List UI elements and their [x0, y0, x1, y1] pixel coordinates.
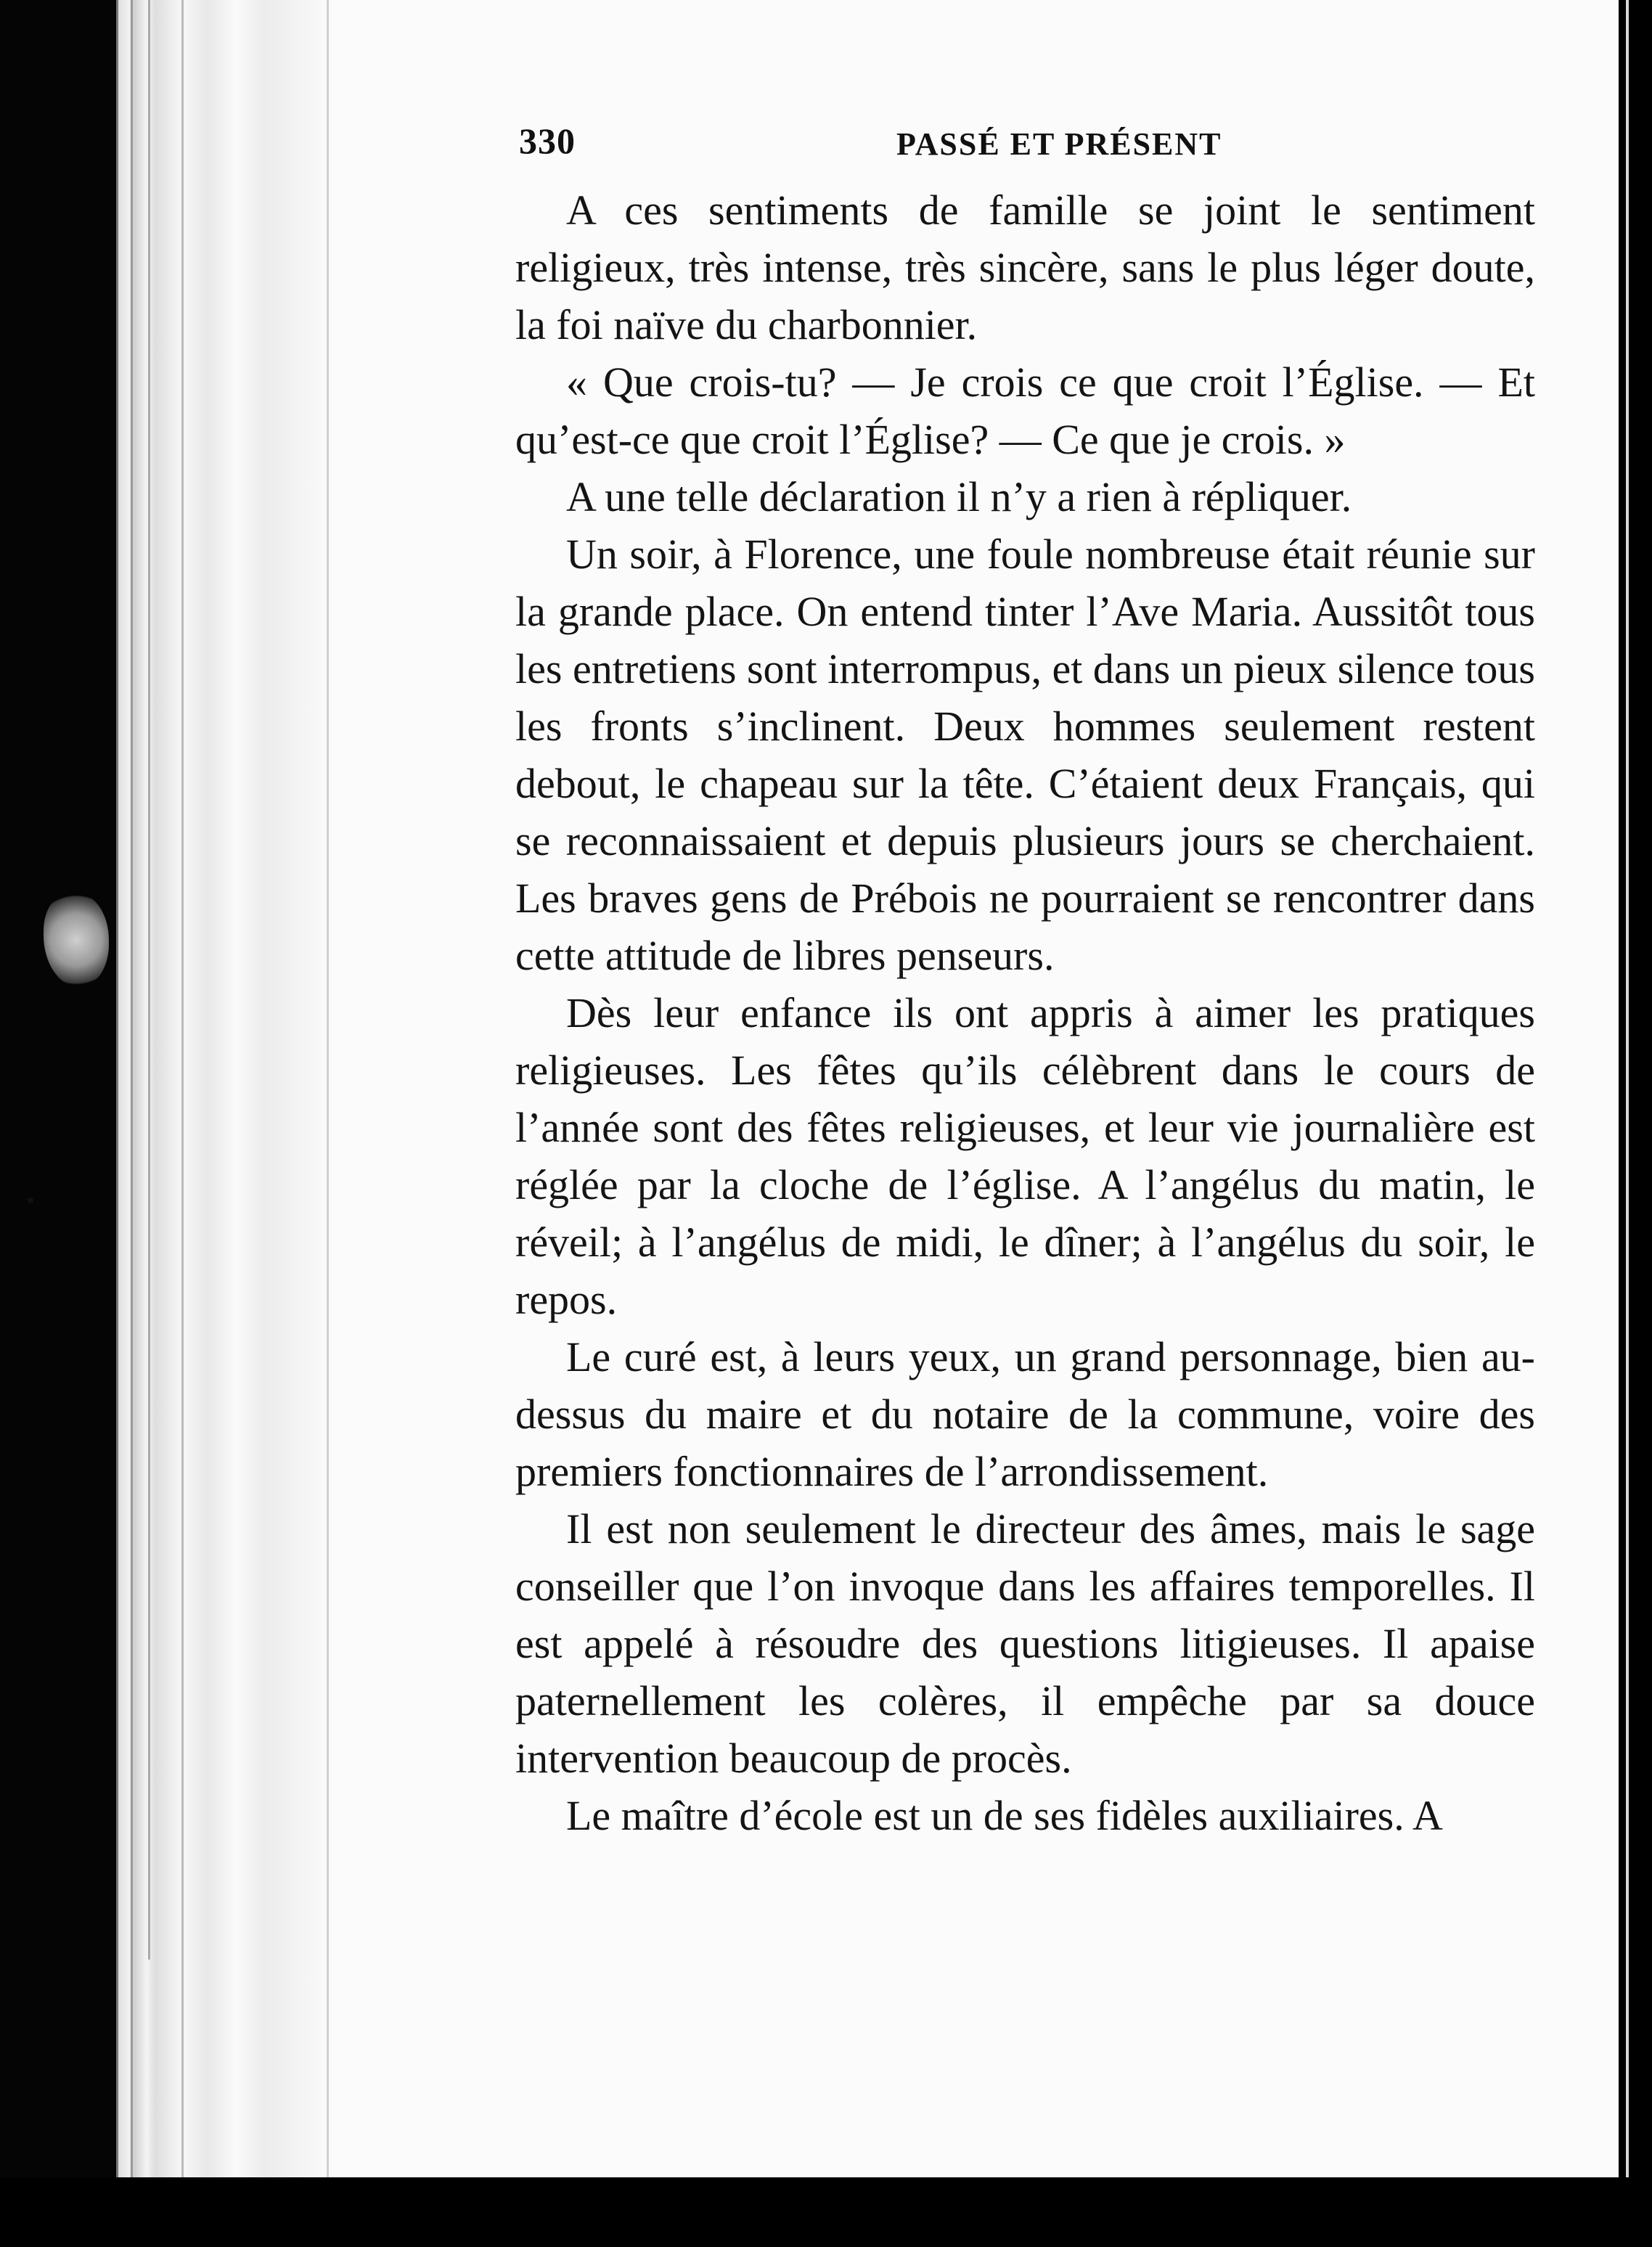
right-edge [1619, 0, 1652, 2247]
right-edge-line [1626, 0, 1629, 2247]
page-edge-line [327, 0, 329, 2177]
paragraph: Un soir, à Florence, une foule nombreuse était réunie sur la grande place. On entend tinter l’Ave Maria. Aussitôt tous les entretiens sont interrompus, et dans un pieux silence tous les fronts s’inclinent. Deux hommes seulement restent debout, le chapeau sur la tête. C’étaient deux Français, qui se reconnaissaient et depuis plusieurs jours se cherchaient. Les braves gens de Prébois ne pourraient se rencontrer dans cette attitude de libres penseurs. [515, 531, 1535, 979]
running-title: PASSÉ ET PRÉSENT [896, 126, 1222, 162]
paragraph: Il est non seulement le directeur des âmes, mais le sage conseiller que l’on invoque dans les affaires temporelles. Il est appelé à résoudre des questions litigieuses. Il apaise paternellement les colères, il empêche par sa douce intervention beaucoup de procès. [515, 1505, 1535, 1782]
paragraph: « Que crois-tu? — Je crois ce que croit l’Église. — Et qu’est-ce que croit l’Église? — Ce que je crois. » [515, 359, 1535, 463]
page-edges [116, 0, 334, 2177]
paragraph: Le maître d’école est un de ses fidèles auxiliaires. A [566, 1792, 1443, 1839]
page-edge-line [181, 0, 184, 2177]
paragraph: A une telle déclaration il n’y a rien à répliquer. [566, 473, 1352, 520]
page-edge-line [131, 0, 133, 2177]
page-edge-line [148, 0, 150, 1960]
bottom-margin [0, 2177, 1652, 2247]
scan-speck [28, 1198, 33, 1203]
page-number: 330 [519, 120, 576, 161]
page-edge-line [116, 0, 118, 2177]
paragraph: A ces sentiments de famille se joint le sentiment religieux, très intense, très sincère, sans le plus léger doute, la foi naïve du charbonnier. [515, 187, 1535, 348]
paragraph: Dès leur enfance ils ont appris à aimer les pratiques religieuses. Les fêtes qu’ils célèbrent dans le cours de l’année sont des fêtes religieuses, et leur vie journalière est réglée par la cloche de l’église. A l’angélus du matin, le réveil; à l’angélus de midi, le dîner; à l’angélus du soir, le repos. [515, 989, 1535, 1323]
page-header [519, 120, 1535, 171]
body-text [515, 181, 1535, 1844]
paragraph: Le curé est, à leurs yeux, un grand personnage, bien au-dessus du maire et du notaire de la commune, voire des premiers fonctionnaires de l’arrondissement. [515, 1333, 1535, 1495]
